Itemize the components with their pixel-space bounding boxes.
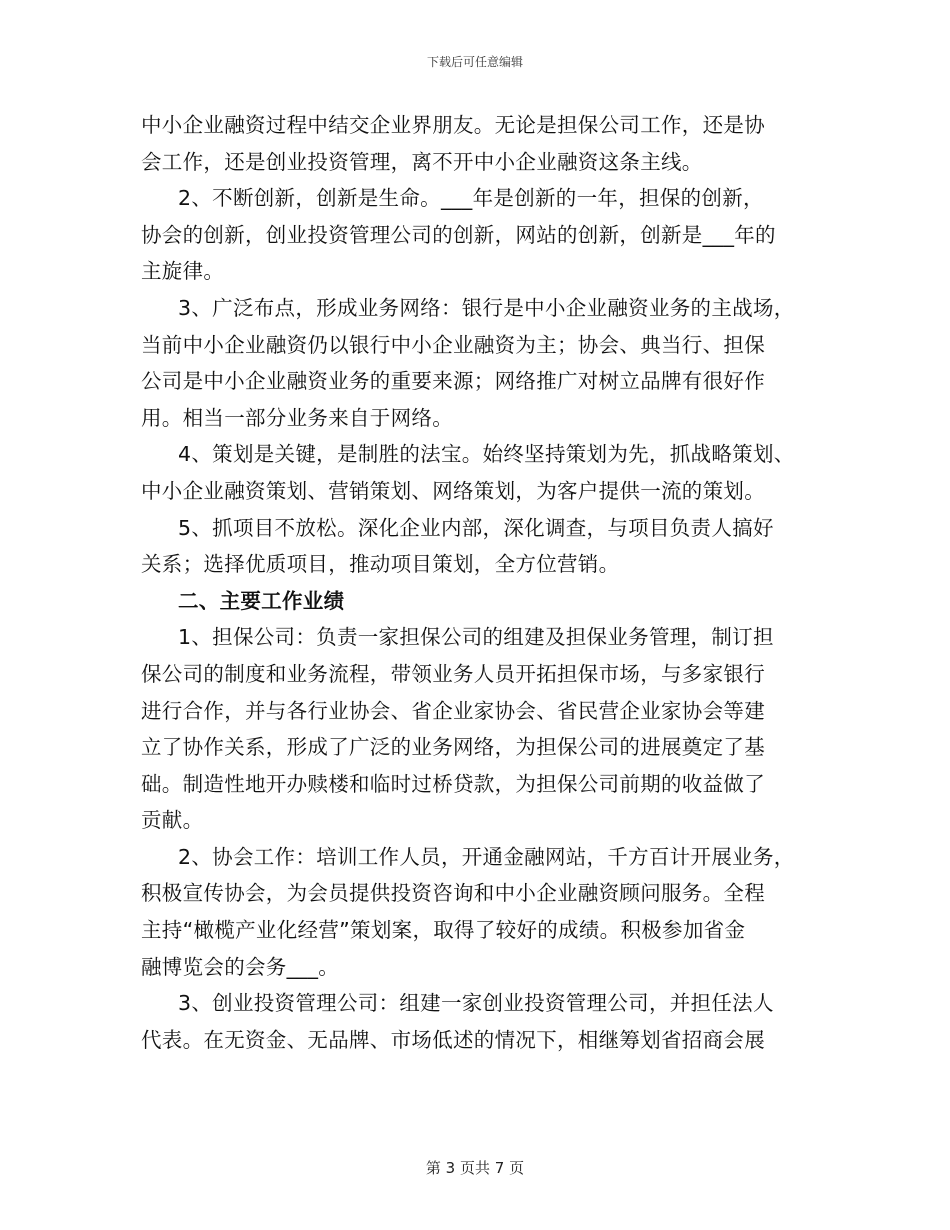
paragraph-line: 贡献。	[141, 808, 204, 833]
paragraph-line: 础。制造性地开办赎楼和临时过桥贷款，为担保公司前期的收益做了	[141, 771, 765, 796]
paragraph-line: 会工作，还是创业投资管理，离不开中小企业融资这条主线。	[141, 149, 703, 174]
paragraph-line: 4、策划是关键，是制胜的法宝。始终坚持策划为先，抓战略策划、	[178, 442, 795, 467]
paragraph-line: 3、广泛布点，形成业务网络：银行是中小企业融资业务的主战场，	[178, 295, 795, 320]
paragraph-line: 2、协会工作：培训工作人员，开通金融网站，千方百计开展业务，	[178, 844, 795, 869]
paragraph-line: 积极宣传协会，为会员提供投资咨询和中小企业融资顾问服务。全程	[141, 881, 765, 906]
paragraph-line: 1、担保公司：负责一家担保公司的组建及担保业务管理，制订担	[178, 625, 774, 650]
paragraph-line: 3、创业投资管理公司：组建一家创业投资管理公司，并担任法人	[178, 991, 774, 1016]
paragraph-line: 当前中小企业融资仍以银行中小企业融资为主；协会、典当行、担保	[141, 332, 765, 357]
paragraph-line: 融博览会的会务___。	[141, 954, 340, 979]
page-header: 下载后可任意编辑	[426, 55, 523, 69]
page-footer: 第 3 页共 7 页	[425, 1159, 525, 1177]
document-body	[141, 107, 821, 1058]
paragraph-line: 用。相当一部分业务来自于网络。	[141, 405, 453, 430]
paragraph-line: 2、不断创新，创新是生命。___年是创新的一年，担保的创新，	[178, 186, 764, 211]
paragraph-line: 代表。在无资金、无品牌、市场低述的情况下，相继筹划省招商会展	[141, 1027, 765, 1052]
paragraph-line: 协会的创新，创业投资管理公司的创新，网站的创新，创新是___年的	[141, 222, 776, 247]
paragraph-line: 中小企业融资策划、营销策划、网络策划，为客户提供一流的策划。	[141, 478, 765, 503]
section-heading: 二、主要工作业绩	[178, 588, 345, 613]
paragraph-line: 立了协作关系，形成了广泛的业务网络，为担保公司的进展奠定了基	[141, 735, 765, 760]
paragraph-line: 主持“橄榄产业化经营”策划案，取得了较好的成绩。积极参加省金	[141, 918, 746, 943]
paragraph-line: 主旋律。	[141, 259, 225, 284]
paragraph-line: 5、抓项目不放松。深化企业内部，深化调查，与项目负责人搞好	[178, 515, 774, 540]
paragraph-line: 进行合作，并与各行业协会、省企业家协会、省民营企业家协会等建	[141, 698, 765, 723]
paragraph-line: 中小企业融资过程中结交企业界朋友。无论是担保公司工作，还是协	[141, 113, 765, 137]
paragraph-line: 保公司的制度和业务流程，带领业务人员开拓担保市场，与多家银行	[141, 661, 765, 686]
paragraph-line: 关系；选择优质项目，推动项目策划，全方位营销。	[141, 552, 620, 577]
paragraph-line: 公司是中小企业融资业务的重要来源；网络推广对树立品牌有很好作	[141, 369, 765, 394]
